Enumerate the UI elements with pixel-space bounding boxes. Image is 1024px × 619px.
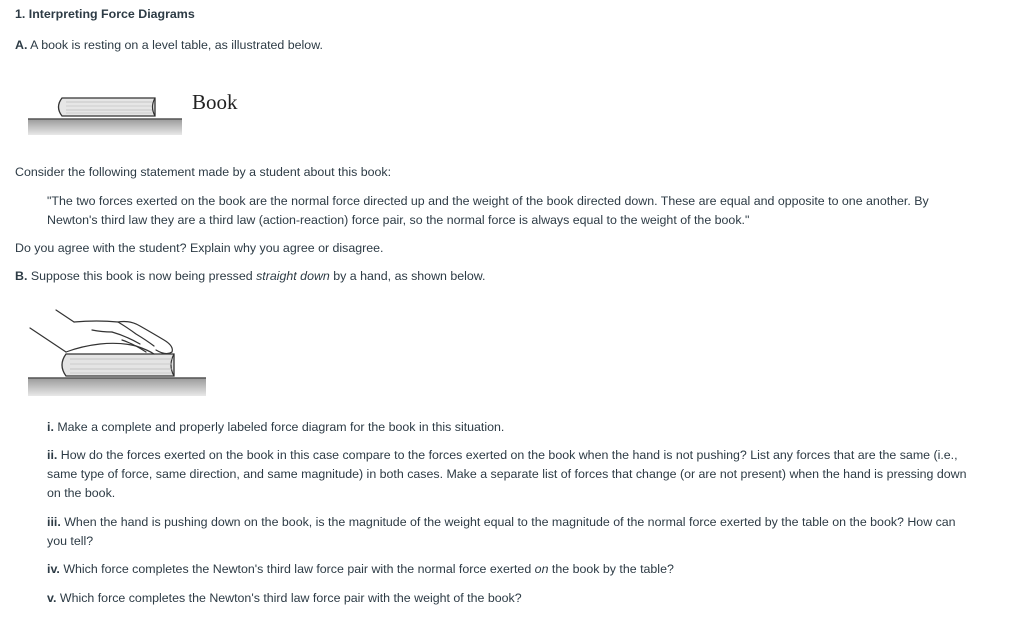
question-iii <box>47 513 972 551</box>
part-b-text-after: by a hand, as shown below. <box>329 269 486 283</box>
table-surface <box>28 378 206 396</box>
question-v <box>47 591 522 605</box>
question-v-label: v. <box>47 591 57 605</box>
question-iii-text: When the hand is pushing down on the book, is the magnitude of the weight equal to the magnitude of the normal force exerted by the table on the book? How can you tell? <box>47 515 956 548</box>
part-b-label: B. <box>15 269 28 283</box>
page-title: 1. Interpreting Force Diagrams <box>15 7 195 21</box>
question-iii-label: iii. <box>47 515 61 529</box>
part-a-label: A. <box>15 38 28 52</box>
question-i-text: Make a complete and properly labeled force diagram for the book in this situation. <box>57 420 505 434</box>
question-iv <box>47 562 674 576</box>
question-ii-text: How do the forces exerted on the book in this case compare to the forces exerted on the book when the hand is not pushing? List any forces that are the same (i.e., same type of force, same direction, and same magnitude) in both cases. Make a separate list of forces that change (or are not present) when the hand is pressing down on the book. <box>47 448 967 500</box>
question-i <box>47 420 504 434</box>
book-figure-label: Book <box>192 90 238 114</box>
part-b-emphasis: straight down <box>256 269 330 283</box>
statement-intro: Consider the following statement made by a student about this book: <box>15 165 392 179</box>
question-iv-emphasis: on <box>534 562 549 576</box>
agree-question: Do you agree with the student? Explain why you agree or disagree. <box>15 241 384 255</box>
question-iv-text-after: the book by the table? <box>548 562 674 576</box>
part-b-prompt <box>15 269 486 283</box>
hand-shape <box>30 310 172 354</box>
book-shape <box>62 354 174 376</box>
question-v-text: Which force completes the Newton's third law force pair with the weight of the book? <box>59 591 522 605</box>
question-ii <box>47 446 972 503</box>
question-ii-label: ii. <box>47 448 58 462</box>
question-iv-label: iv. <box>47 562 60 576</box>
part-a-prompt <box>15 38 323 52</box>
table-surface <box>28 119 182 135</box>
student-quote: "The two forces exerted on the book are the normal force directed up and the weight of the book directed down. These are equal and opposite to one another. By Newton's third law they are a third law (action-reaction) force pair, so the normal force is always equal to the weight of the book." <box>47 194 929 227</box>
question-iv-text-before: Which force completes the Newton's third law force pair with the normal force exerted <box>63 562 535 576</box>
part-b-text-before: Suppose this book is now being pressed <box>30 269 257 283</box>
hand-pressing-book-figure <box>22 300 222 400</box>
question-i-label: i. <box>47 420 54 434</box>
part-a-text: A book is resting on a level table, as illustrated below. <box>30 38 323 52</box>
book-shape <box>59 98 156 116</box>
